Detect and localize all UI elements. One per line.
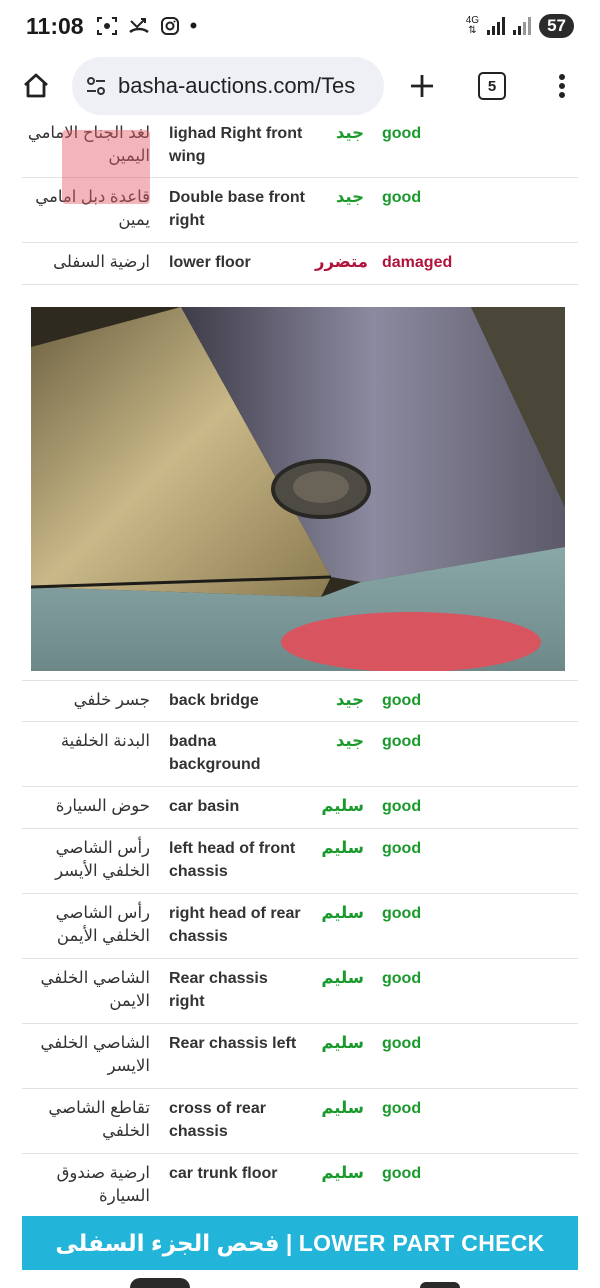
status-ar: جيد [335,188,364,206]
status-en: good [382,189,422,206]
new-tab-button[interactable] [400,64,444,108]
table-row [22,829,578,894]
part-name-ar: الشاصي الخلفي الايسر [40,1034,150,1075]
lower-part-check-banner [22,1216,578,1270]
part-name-en: car basin [169,798,240,815]
part-name-ar: قاعدة دبل امامي يمين [35,188,150,229]
part-name-en: Rear chassis right [169,970,268,1010]
battery-indicator: 57 [539,14,574,38]
status-ar: جيد [335,691,364,709]
status-en: good [382,970,422,987]
status-ar: سليم [321,969,364,987]
status-en: good [382,1165,422,1182]
home-button[interactable] [14,64,58,108]
signal-icon-2 [513,17,531,35]
table-row [22,1154,578,1218]
status-en: good [382,733,422,750]
status-bar [0,0,600,52]
table-row [22,787,578,829]
table-row [22,243,578,285]
status-ar: سليم [321,1164,364,1182]
part-name-ar: لغد الجناح الامامي اليمين [27,124,150,165]
table-row [22,1089,578,1154]
status-ar: جيد [335,732,364,750]
status-en: good [382,125,422,142]
part-name-ar: ارضية صندوق السيارة [56,1164,150,1205]
part-name-ar: البدنة الخلفية [60,732,150,750]
status-ar: سليم [321,904,364,922]
part-name-ar: الشاصي الخلفي الايمن [40,969,150,1010]
status-en: good [382,692,422,709]
part-name-ar: ارضية السفلى [53,253,150,271]
plus-icon [409,73,435,99]
part-name-en: back bridge [169,692,259,709]
status-ar: متضرر [315,253,368,271]
part-name-ar: حوض السيارة [55,797,150,815]
tab-count: 5 [478,72,506,100]
status-en: good [382,905,422,922]
part-name-en: Double base front right [169,189,306,229]
part-name-ar: جسر خلفي [73,691,150,709]
status-notification-icons [96,13,198,39]
watermark-logo [62,130,150,204]
table-row [22,680,578,722]
more-vert-icon [558,73,566,99]
inspection-table-bottom [22,680,578,1218]
url-text[interactable]: basha-auctions.com/Tes [118,73,356,98]
lower-floor-photo[interactable] [31,307,565,671]
home-icon [21,71,51,101]
status-ar: سليم [321,797,364,815]
status-en: good [382,840,422,857]
status-ar: سليم [321,839,364,857]
more-notifications-dot: • [189,13,198,38]
signal-icon [487,17,505,35]
status-en: good [382,1035,422,1052]
browser-toolbar [0,52,600,120]
part-name-ar: رأس الشاصي الخلفي الأيسر [55,839,150,880]
part-name-ar: تقاطع الشاصي الخلفي [48,1099,150,1140]
status-en: damaged [382,254,453,271]
status-ar: سليم [321,1099,364,1117]
part-name-ar: رأس الشاصي الخلفي الأيمن [55,904,150,945]
tab-switcher-button[interactable] [470,64,514,108]
status-en: good [382,1100,422,1117]
screenshot-icon [96,15,118,37]
status-time: 11:08 [26,12,84,39]
table-row [22,722,578,787]
status-ar: سليم [321,1034,364,1052]
part-name-en: cross of rear chassis [169,1100,266,1140]
address-bar[interactable] [72,57,384,115]
lower-floor-photo-drawing [31,307,565,671]
network-type: 4G ⇅ [465,15,480,36]
table-row [22,959,578,1024]
next-section-peek [130,1278,190,1288]
status-en: good [382,798,422,815]
table-row [22,894,578,959]
part-name-en: badna background [169,733,261,773]
table-row [22,1024,578,1089]
tune-icon[interactable] [84,74,108,98]
part-name-en: right head of rear chassis [169,905,301,945]
banner-title: فحص الجزء السفلى | LOWER PART CHECK [55,1229,545,1256]
part-name-en: car trunk floor [169,1165,278,1182]
part-name-en: lower floor [169,254,251,271]
network-type-label: 4G [465,15,480,26]
instagram-icon [160,16,180,36]
part-name-en: left head of front chassis [169,840,296,880]
status-ar: جيد [335,124,364,142]
status-system-icons [466,14,574,38]
part-name-en: lighad Right front wing [169,125,303,165]
missed-call-icon [128,15,150,37]
next-section-peek-2 [420,1282,460,1288]
menu-button[interactable] [540,64,584,108]
part-name-en: Rear chassis left [169,1035,297,1052]
